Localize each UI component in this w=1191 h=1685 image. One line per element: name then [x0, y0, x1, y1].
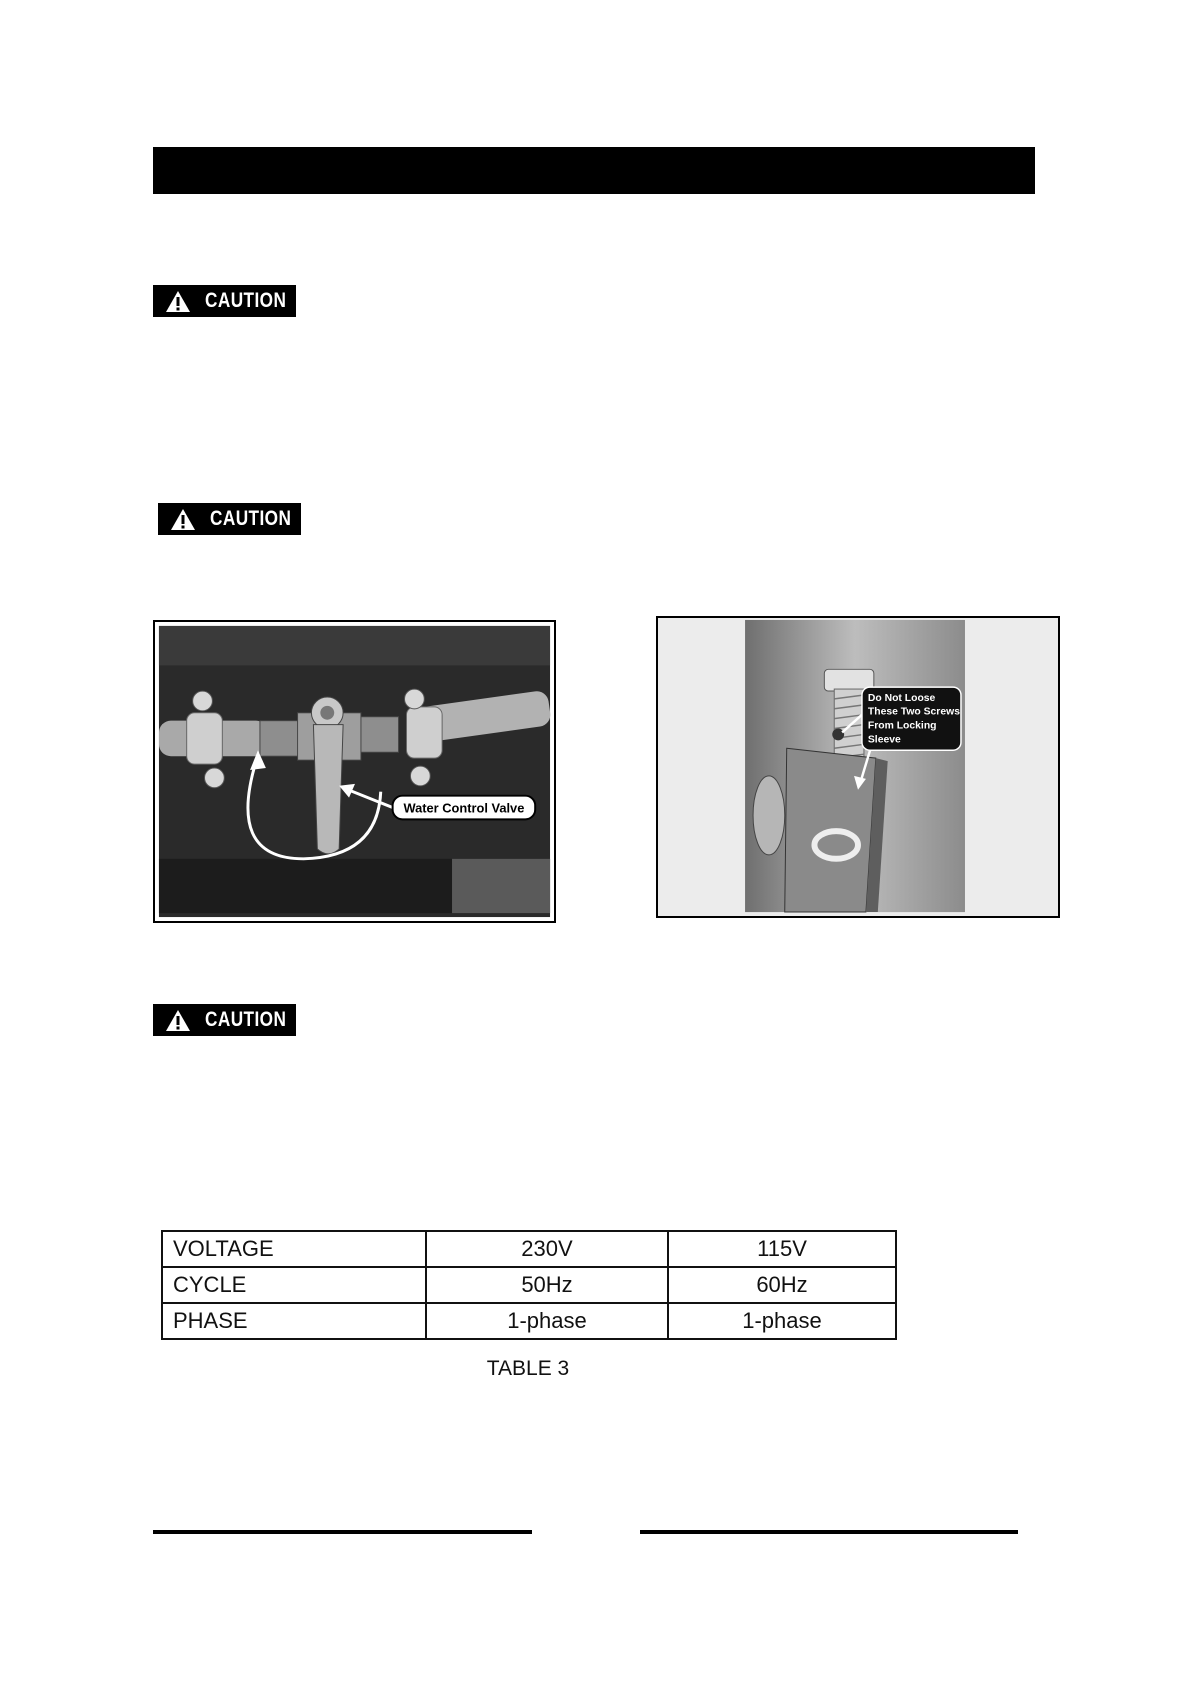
callout-line-2: These Two Screws [867, 706, 960, 718]
callout-line-4: Sleeve [867, 734, 901, 746]
table-row [162, 1267, 896, 1303]
locking-sleeve-screws-photo [656, 616, 1060, 918]
table-cell: 230V [426, 1231, 668, 1267]
callout-line-1: Do Not Loose [867, 692, 936, 704]
table-cell: 115V [668, 1231, 896, 1267]
warning-triangle-icon [165, 290, 191, 313]
table-cell: 1-phase [426, 1303, 668, 1339]
table-cell: 60Hz [668, 1267, 896, 1303]
table-row [162, 1303, 896, 1339]
footer-rule-right [640, 1530, 1018, 1534]
caution-label-2 [158, 503, 301, 535]
caution-text: CAUTION [210, 507, 292, 530]
table-cell: VOLTAGE [162, 1231, 426, 1267]
electrical-spec-table [161, 1230, 897, 1340]
section-header-bar [153, 147, 1035, 194]
table-row [162, 1231, 896, 1267]
water-control-valve-photo [153, 620, 556, 923]
table-cell: CYCLE [162, 1267, 426, 1303]
caution-text: CAUTION [205, 1008, 287, 1031]
caution-label-1 [153, 285, 296, 317]
caution-text: CAUTION [205, 289, 287, 312]
callout-line-3: From Locking [867, 720, 937, 732]
caution-label-3 [153, 1004, 296, 1036]
table-cell: 1-phase [668, 1303, 896, 1339]
table-caption: TABLE 3 [486, 1357, 570, 1380]
table-cell: 50Hz [426, 1267, 668, 1303]
table-cell: PHASE [162, 1303, 426, 1339]
water-control-valve-callout: Water Control Valve [403, 800, 525, 816]
warning-triangle-icon [165, 1009, 191, 1032]
footer-rule-left [153, 1530, 532, 1534]
warning-triangle-icon [170, 508, 196, 531]
